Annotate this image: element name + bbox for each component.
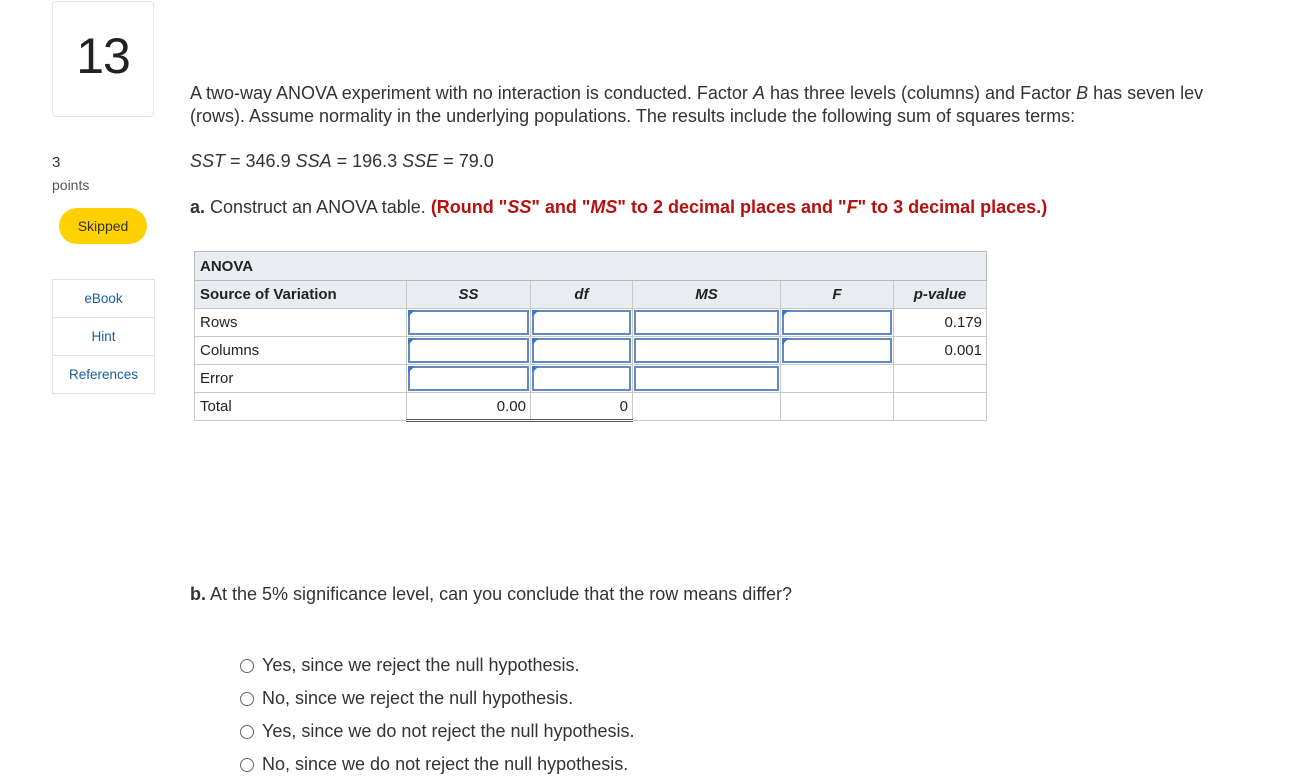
option-label: No, since we do not reject the null hypothesis. <box>262 754 629 774</box>
question-number: 13 <box>76 28 130 84</box>
points-value: 3 <box>52 154 61 171</box>
header-f: F <box>781 281 894 309</box>
rounding-ms: MS <box>590 197 618 217</box>
total-df-value: 0 <box>531 393 633 421</box>
row-label-error: Error <box>195 365 407 393</box>
option-4[interactable] <box>240 748 635 776</box>
rows-ss-input[interactable] <box>408 310 529 335</box>
header-p-value: p-value <box>894 281 987 309</box>
sst-value: = 346.9 <box>225 151 296 171</box>
columns-f-input[interactable] <box>782 338 892 363</box>
header-df: df <box>531 281 633 309</box>
question-number-box <box>52 1 154 117</box>
input-marker-icon <box>408 310 415 317</box>
rows-f-cell <box>781 309 894 337</box>
factor-a-symbol: A <box>752 83 765 103</box>
question-prompt <box>190 82 1297 128</box>
error-ss-cell <box>407 365 531 393</box>
table-row <box>195 337 987 365</box>
error-df-cell <box>531 365 633 393</box>
input-marker-icon <box>532 310 539 317</box>
total-p-value <box>894 393 987 421</box>
part-a-instructions <box>190 197 1047 218</box>
rounding-text: " to 2 decimal places and " <box>617 197 847 217</box>
columns-df-input[interactable] <box>532 338 631 363</box>
table-row <box>195 365 987 393</box>
ssa-value: = 196.3 <box>331 151 403 171</box>
option-label: Yes, since we reject the null hypothesis. <box>262 655 580 675</box>
rows-f-input[interactable] <box>782 310 892 335</box>
prompt-line-2: (rows). Assume normality in the underlying populations. The results include the following sum of squares terms: <box>190 106 1076 126</box>
total-ss-value: 0.00 <box>407 393 531 421</box>
row-label-rows: Rows <box>195 309 407 337</box>
row-label-total: Total <box>195 393 407 421</box>
ssa-label: SSA <box>295 151 332 171</box>
prompt-text: A two-way ANOVA experiment with no interaction is conducted. Factor <box>190 83 753 103</box>
input-marker-icon <box>782 310 789 317</box>
radio-button-icon[interactable] <box>240 659 254 673</box>
error-ss-input[interactable] <box>408 366 529 391</box>
sum-of-squares-terms <box>190 151 494 172</box>
option-label: Yes, since we do not reject the null hypothesis. <box>262 721 635 741</box>
header-ss: SS <box>407 281 531 309</box>
input-marker-icon <box>532 366 539 373</box>
total-ms-cell <box>633 393 781 421</box>
rounding-ss: SS <box>507 197 532 217</box>
columns-p-value: 0.001 <box>894 337 987 365</box>
rows-p-value: 0.179 <box>894 309 987 337</box>
option-1[interactable] <box>240 649 635 682</box>
ebook-link[interactable]: eBook <box>53 280 154 318</box>
rows-df-cell <box>531 309 633 337</box>
factor-b-symbol: B <box>1076 83 1089 103</box>
tools-panel <box>52 279 155 394</box>
hint-link[interactable]: Hint <box>53 318 154 356</box>
error-p-value <box>894 365 987 393</box>
columns-ms-input[interactable] <box>634 338 779 363</box>
error-ms-input[interactable] <box>634 366 779 391</box>
rounding-f: F <box>846 197 858 217</box>
rounding-note <box>431 197 1047 217</box>
option-label: No, since we reject the null hypothesis. <box>262 688 574 708</box>
row-label-columns: Columns <box>195 337 407 365</box>
error-df-input[interactable] <box>532 366 631 391</box>
input-marker-icon <box>532 338 539 345</box>
sse-value: = 79.0 <box>438 151 494 171</box>
sse-label: SSE <box>402 151 439 171</box>
rounding-text: " to 3 decimal places.) <box>857 197 1048 217</box>
input-marker-icon <box>408 366 415 373</box>
part-a-letter: a. <box>190 197 206 217</box>
part-b-question <box>190 584 792 605</box>
answer-options <box>240 649 635 776</box>
radio-button-icon[interactable] <box>240 725 254 739</box>
prompt-line-1 <box>190 82 1297 105</box>
input-marker-icon <box>782 338 789 345</box>
option-3[interactable] <box>240 715 635 748</box>
part-b-text: At the 5% significance level, can you conclude that the row means differ? <box>206 584 793 604</box>
header-source: Source of Variation <box>195 281 407 309</box>
points-label: points <box>52 177 90 193</box>
skipped-badge[interactable]: Skipped <box>59 208 147 244</box>
header-ms: MS <box>633 281 781 309</box>
anova-title: ANOVA <box>195 252 987 281</box>
table-row <box>195 393 987 421</box>
sst-label: SST <box>190 151 226 171</box>
rows-df-input[interactable] <box>532 310 631 335</box>
references-link[interactable]: References <box>68 367 139 382</box>
columns-ms-cell <box>633 337 781 365</box>
rows-ss-cell <box>407 309 531 337</box>
table-row <box>195 309 987 337</box>
prompt-text: has three levels (columns) and Factor <box>764 83 1077 103</box>
part-b-letter: b. <box>190 584 206 604</box>
rounding-text: (Round " <box>430 197 508 217</box>
rows-ms-input[interactable] <box>634 310 779 335</box>
input-marker-icon <box>408 338 415 345</box>
columns-ss-input[interactable] <box>408 338 529 363</box>
total-f-cell <box>781 393 894 421</box>
rows-ms-cell <box>633 309 781 337</box>
part-a-text: Construct an ANOVA table. <box>205 197 431 217</box>
columns-f-cell <box>781 337 894 365</box>
rounding-text: " and " <box>531 197 591 217</box>
table-header-row <box>195 281 987 309</box>
error-f-cell <box>781 365 894 393</box>
option-2[interactable] <box>240 682 635 715</box>
radio-button-icon[interactable] <box>240 692 254 706</box>
columns-df-cell <box>531 337 633 365</box>
columns-ss-cell <box>407 337 531 365</box>
anova-table <box>194 251 987 422</box>
radio-button-icon[interactable] <box>240 758 254 772</box>
error-ms-cell <box>633 365 781 393</box>
prompt-text: has seven lev <box>1088 83 1204 103</box>
